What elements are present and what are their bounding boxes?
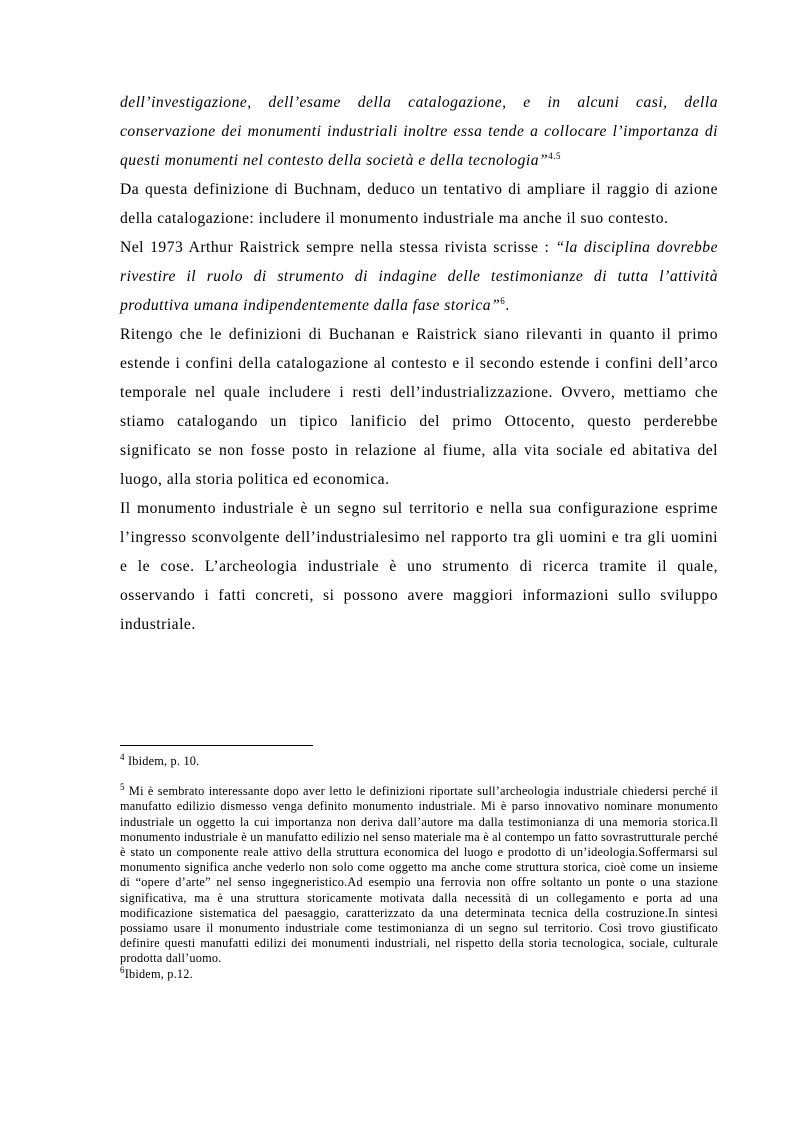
raistrick-intro: Nel 1973 Arthur Raistrick sempre nella stessa rivista scrisse : (120, 239, 556, 256)
footnote-ref-6: 6 (500, 295, 506, 306)
paragraph-monument: Il monumento industriale è un segno sul territorio e nella sua configurazione esprime l’ingresso sconvolgente dell’industrialesimo nel rapporto tra gli uomini e tra gli uomini e le cose. L’archeologia industriale è uno strumento di ricerca tramite il quale, osservando i fatti concreti, si possono avere maggiori informazioni sullo sviluppo industriale. (120, 500, 718, 633)
footnote-5-number: 5 (120, 782, 125, 793)
raistrick-end: . (505, 297, 510, 314)
quote-buchanan: dell’investigazione, dell’esame della catalogazione, e in alcuni casi, della conservazione dei monumenti industriali inoltre essa tende a collocare l’importanza di questi monumenti nel contesto della società e della tecnologia” (120, 94, 718, 169)
footnotes (120, 751, 718, 982)
paragraph-raistrick (120, 233, 718, 320)
footnote-separator (120, 745, 313, 746)
paragraph-quote-buchanan (120, 88, 718, 175)
footnote-4-text: Ibidem, p. 10. (124, 754, 200, 768)
paragraph-buchanan-comment: Da questa definizione di Buchnam, deduco un tentativo di ampliare il raggio di azione della catalogazione: includere il monumento industriale ma anche il suo contesto. (120, 181, 718, 227)
footnote-4 (120, 751, 718, 769)
quote-raistrick: “la disciplina dovrebbe rivestire il ruolo di strumento di indagine delle testimonianze di tutta l’attività produttiva umana indipendentemente dalla fase storica” (120, 239, 719, 314)
footnote-6-text: Ibidem, p.12. (124, 966, 193, 981)
body-text (120, 88, 718, 639)
footnote-ref-4-5: 4.5 (548, 150, 561, 161)
footnote-5 (120, 784, 718, 966)
footnote-6 (120, 964, 718, 982)
footnote-4-number: 4 (120, 751, 125, 762)
footnote-5-text: Mi è sembrato interessante dopo aver letto le definizioni riportate sull’archeologia industriale chiedersi perché il manufatto edilizio dismesso venga definito monumento industriale. Mi è parso innovativo nominare monumento industriale un oggetto la cui importanza non deriva dall’autore ma dalla testimonianza di una memoria storica.Il monumento industriale è un manufatto edilizio nel senso materiale ma è al contempo un fatto sovrastrutturale perché è stato un componente reale attivo della struttura economica del luogo e prodotto di un’ideologia.Soffermarsi sul monumento significa anche vederlo non solo come oggetto ma anche come struttura storica, cioè come un insieme di “opere d’arte” nel senso ingegneristico.Ad esempio una ferrovia non offre soltanto un ponte o una stazione significativa, ma è una struttura storicamente motivata dalla necessità di un collegamento e porta ad una modificazione sistematica del paesaggio, caratterizzato da una determinata tecnica della costruzione.In sintesi possiamo usare il monumento industriale come testimonianza di un segno sul territorio. Così trovo giustificato definire questi manufatti edilizi dei monumenti industriali, nel rispetto della storia tecnologica, sociale, culturale prodotta dall’uomo. (120, 784, 718, 966)
paragraph-definitions: Ritengo che le definizioni di Buchanan e Raistrick siano rilevanti in quanto il primo estende i confini della catalogazione al contesto e il secondo estende i confini dell’arco temporale nel quale includere i resti dell’industrializzazione. Ovvero, mettiamo che stiamo catalogando un tipico lanificio del primo Ottocento, questo perderebbe significato se non fosse posto in relazione al fiume, alla vita sociale ed abitativa del luogo, alla storia politica ed economica. (120, 326, 718, 488)
footnote-6-number: 6 (120, 964, 125, 975)
